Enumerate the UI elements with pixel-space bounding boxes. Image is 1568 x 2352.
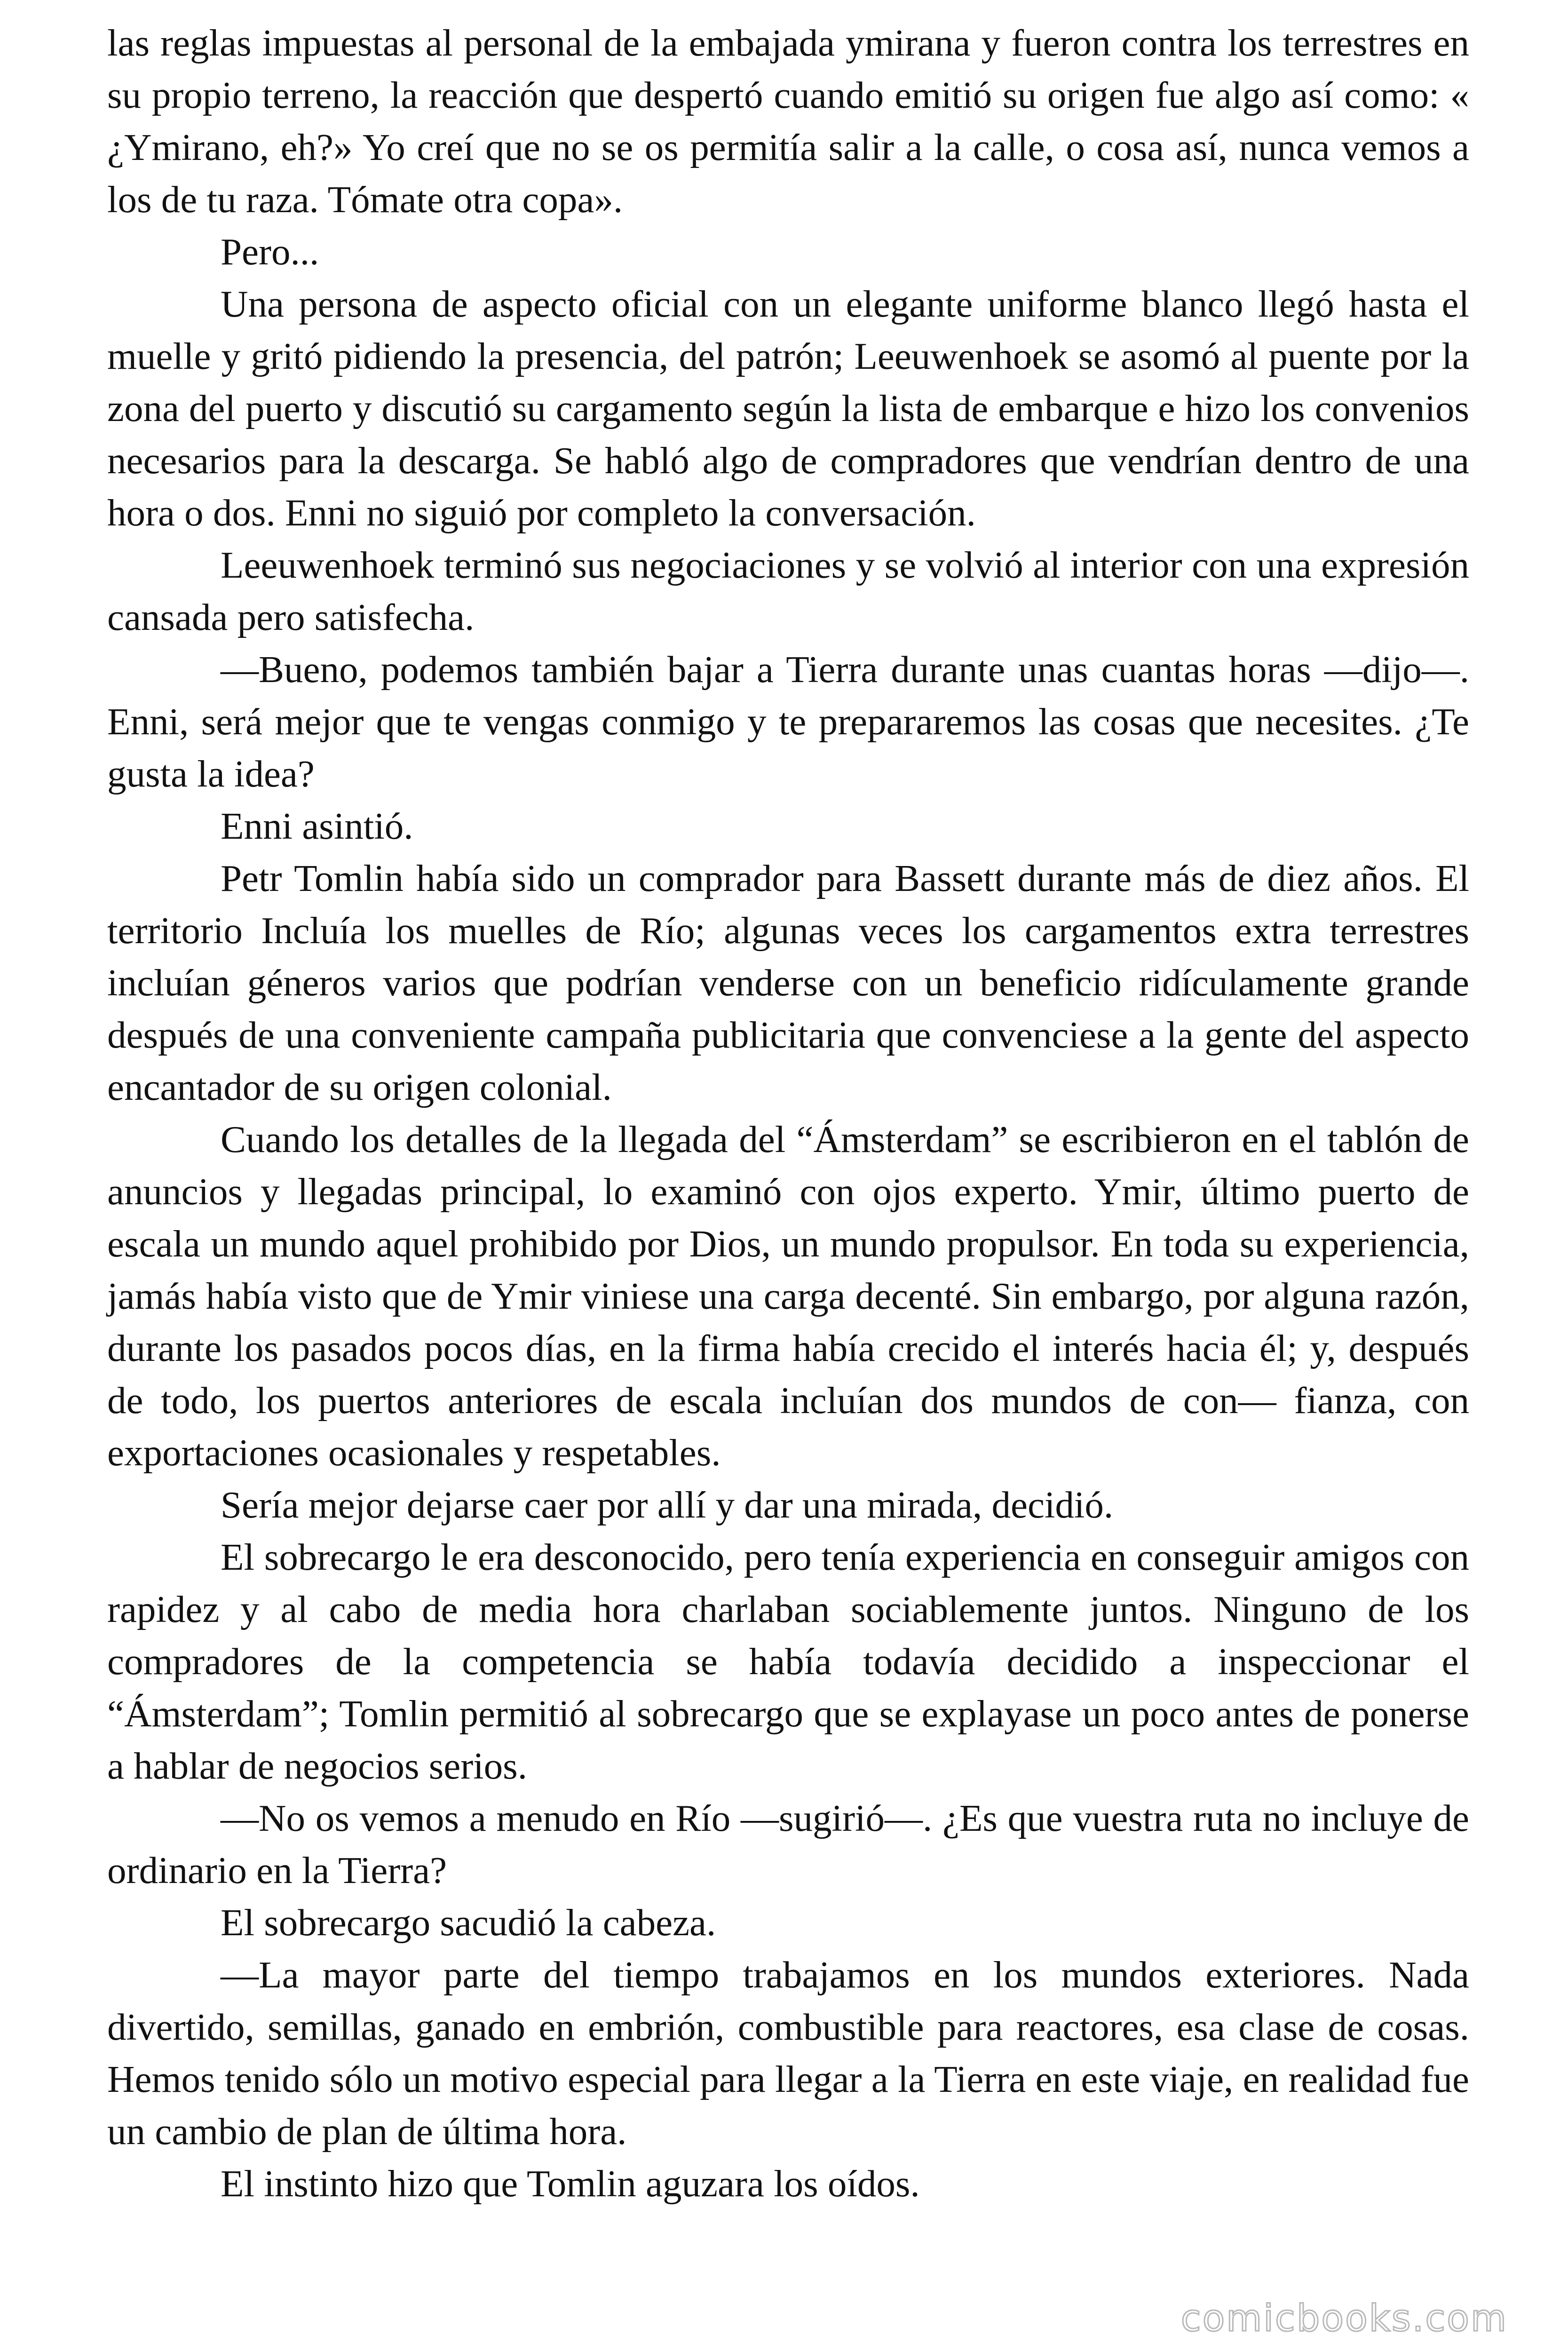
book-page (107, 17, 1469, 2210)
paragraph-5: —Bueno, podemos también bajar a Tierra durante unas cuantas horas —dijo—. Enni, será mejor que te vengas conmigo y te prepararemos las cosas que necesites. ¿Te gusta la idea? (107, 648, 1469, 795)
paragraph-14: El instinto hizo que Tomlin aguzara los oídos. (221, 2162, 920, 2205)
paragraph-4: Leeuwenhoek terminó sus negociaciones y se volvió al interior con una expresión cansada pero satisfecha. (107, 544, 1469, 638)
paragraph-9: Sería mejor dejarse caer por allí y dar una mirada, decidió. (221, 1484, 1114, 1526)
paragraph-13: —La mayor parte del tiempo trabajamos en los mundos exteriores. Nada divertido, semillas, ganado en embrión, combustible para reactores, esa clase de cosas. Hemos tenido sólo un motivo especial para llegar a la Tierra en este viaje, en realidad fue un cambio de plan de última hora. (107, 1954, 1469, 2153)
paragraph-2: Pero... (221, 230, 319, 273)
paragraph-10: El sobrecargo le era desconocido, pero tenía experiencia en conseguir amigos con rapidez y al cabo de media hora charlaban sociablemente juntos. Ninguno de los compradores de la competencia se había todavía decidido a inspeccionar el “Ámsterdam”; Tomlin permitió al sobrecargo que se explayase un poco antes de ponerse a hablar de negocios serios. (107, 1536, 1469, 1787)
paragraph-12: El sobrecargo sacudió la cabeza. (221, 1901, 716, 1944)
paragraph-11: —No os vemos a menudo en Río —sugirió—. ¿Es que vuestra ruta no incluye de ordinario en la Tierra? (107, 1797, 1469, 1891)
paragraph-8: Cuando los detalles de la llegada del “Ámsterdam” se escribieron en el tablón de anuncios y llegadas principal, lo examinó con ojos experto. Ymir, último puerto de escala un mundo aquel prohibido por Dios, un mundo propulsor. En toda su experiencia, jamás había visto que de Ymir viniese una carga decenté. Sin embargo, por alguna razón, durante los pasados pocos días, en la firma había crecido el interés hacia él; y, después de todo, los puertos anteriores de escala incluían dos mundos de con— fianza, con exportaciones ocasionales y respetables. (107, 1118, 1469, 1474)
paragraph-6: Enni asintió. (221, 805, 413, 847)
paragraph-7: Petr Tomlin había sido un comprador para Bassett durante más de diez años. El territorio Incluía los muelles de Río; algunas veces los cargamentos extra terrestres incluían géneros varios que podrían venderse con un beneficio ridículamente grande después de una conveniente campaña publicitaria que convenciese a la gente del aspecto encantador de su origen colonial. (107, 857, 1469, 1108)
paragraph-1: las reglas impuestas al personal de la embajada ymirana y fueron contra los terrestres en su propio terreno, la reacción que despertó cuando emitió su origen fue algo así como: « ¿Ymirano, eh?» Yo creí que no se os permitía salir a la calle, o cosa así, nunca vemos a los de tu raza. Tómate otra copa». (107, 22, 1469, 221)
paragraph-3: Una persona de aspecto oficial con un elegante uniforme blanco llegó hasta el muelle y gritó pidiendo la presencia, del patrón; Leeuwenhoek se asomó al puente por la zona del puerto y discutió su cargamento según la lista de embarque e hizo los convenios necesarios para la descarga. Se habló algo de compradores que vendrían dentro de una hora o dos. Enni no siguió por completo la conversación. (107, 283, 1469, 534)
watermark: comicbooks.com (1180, 2297, 1508, 2340)
